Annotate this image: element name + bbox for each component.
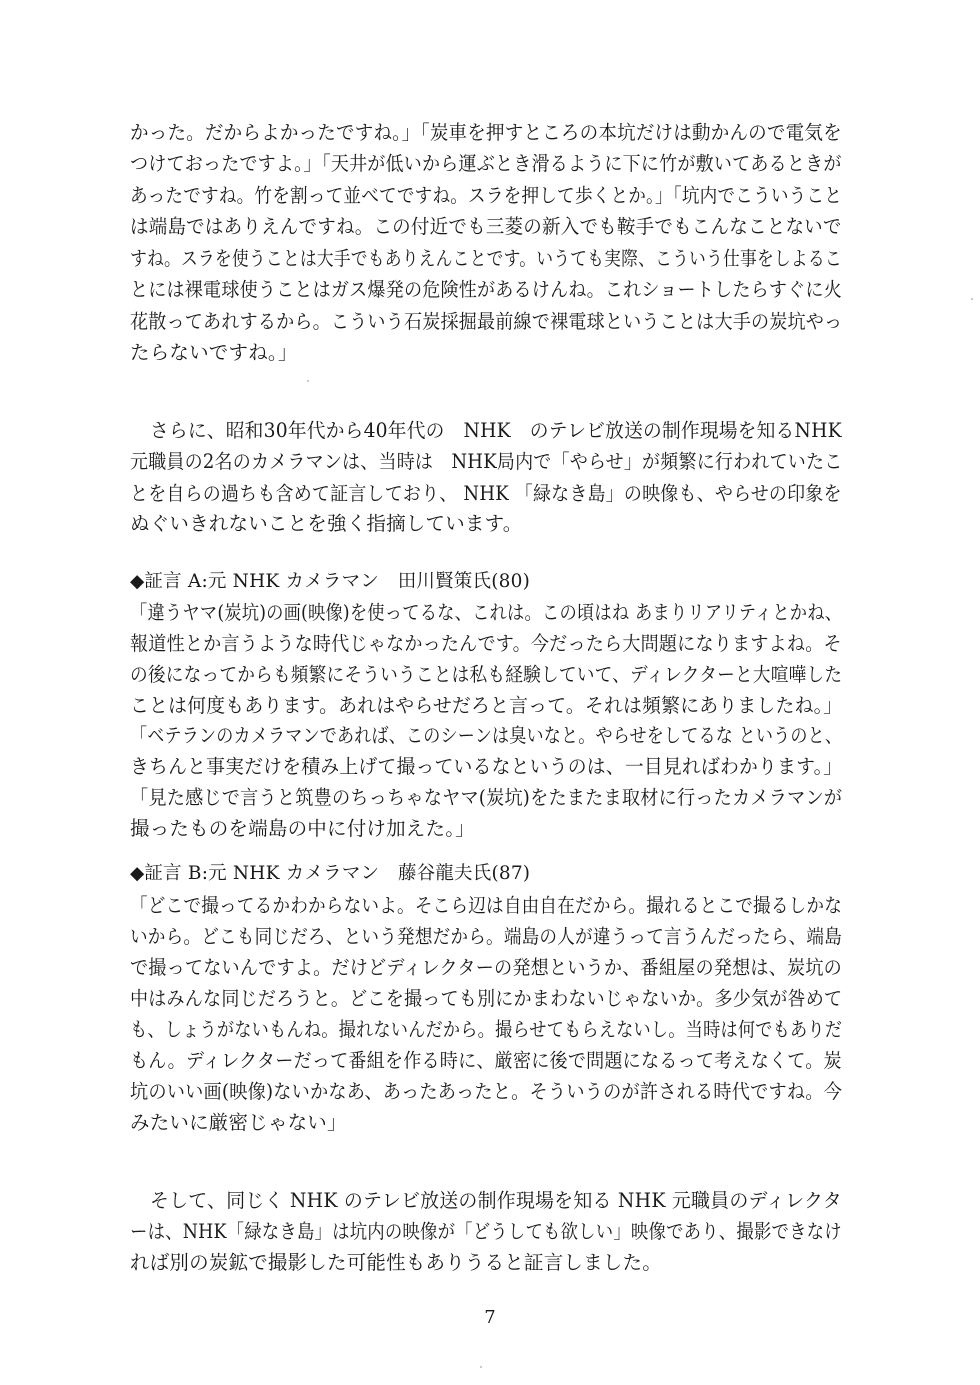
text-line: も、しょうがないもんね。撮れないんだから。撮らせてもらえないし。当時は何でもありだ [130, 1018, 843, 1041]
text-line: で撮ってないんですよ。だけどディレクターの発想というか、番組屋の発想は、炭坑の [130, 956, 842, 979]
testimony-b-heading: ◆証言 B:元 NHK カメラマン 藤谷龍夫氏(87) [130, 863, 531, 884]
text-line: 元職員の2名のカメラマンは、当時は NHK局内で「やらせ」が頻繁に行われていたこ [130, 450, 843, 473]
text-line: 中はみんな同じだろうと。どこを撮っても別にかまわないじゃないか。多少気が咎めて [130, 987, 843, 1010]
text-line: ぬぐいきれないことを強く指摘しています。 [130, 512, 523, 535]
scan-speck [971, 298, 973, 300]
text-line: すね。スラを使うことは大手でもありえんことです。いうても実際、こういう仕事をしよるこ [130, 247, 842, 270]
scan-speck [480, 1366, 482, 1368]
text-line: れば別の炭鉱で撮影した可能性もありうると証言しました。 [130, 1251, 662, 1274]
text-line: とには裸電球使うことはガス爆発の危険性があるけんね。これショートしたらすぐに火 [130, 278, 842, 301]
text-line: ーは、NHK「緑なき島」は坑内の映像が「どうしても欲しい」映像であり、撮影できなけ [130, 1220, 842, 1243]
text-line: たらないですね。」 [130, 341, 298, 364]
text-line: いから。どこも同じだろ、という発想だから。端島の人が違うって言うんだったら、端島 [130, 925, 843, 948]
text-line: あったですね。竹を割って並べてですね。スラを押して歩くとか。」「坑内でこういうこと [130, 184, 843, 207]
text-line: の後になってからも頻繁にそういうことは私も経験していて、ディレクターと大喧嘩した [130, 663, 843, 686]
text-line: 「見た感じで言うと筑豊のちっちゃなヤマ(炭坑)をたまたま取材に行ったカメラマンが [130, 786, 843, 809]
text-line: 「どこで撮ってるかわからないよ。そこら辺は自由自在だから。撮れるとこで撮るしかな [130, 894, 843, 917]
text-line: さらに、昭和30年代から40年代の NHK のテレビ放送の制作現場を知るNHK [150, 419, 842, 442]
text-line: 「ベテランのカメラマンであれば、このシーンは臭いなと。やらせをしてるな というのと、 [130, 724, 843, 747]
text-line: もん。ディレクターだって番組を作る時に、厳密に後で問題になるって考えなくて。炭 [130, 1049, 842, 1072]
text-line: そして、同じく NHK のテレビ放送の制作現場を知る NHK 元職員のディレクタ [150, 1189, 842, 1212]
text-line: ことは何度もあります。あれはやらせだろと言って。それは頻繁にありましたね。」 [130, 694, 843, 717]
text-line: つけておったですよ。」「天井が低いから運ぶとき滑るように下に竹が敷いてあるときが [130, 152, 842, 175]
text-line: 報道性とか言うような時代じゃなかったんです。今だったら大問題になりますよね。そ [130, 632, 842, 655]
text-line: とを自らの過ちも含めて証言しており、 NHK 「緑なき島」の映像も、やらせの印象を [130, 482, 842, 505]
scan-speck [307, 380, 309, 382]
page-number: 7 [484, 1307, 496, 1328]
text-line: みたいに厳密じゃない」 [130, 1111, 347, 1134]
text-line: 「違うヤマ(炭坑)の画(映像)を使ってるな、これは。この頃はね あまりリアリティとかね、 [130, 601, 843, 624]
text-line: 撮ったものを端島の中に付け加えた。」 [130, 817, 475, 840]
text-line: 花散ってあれするから。こういう石炭採掘最前線で裸電球ということは大手の炭坑やっ [130, 310, 843, 333]
text-line: 坑のいい画(映像)ないかなあ、あったあったと。そういうのが許される時代ですね。今 [130, 1080, 843, 1103]
text-line: は端島ではありえんですね。この付近でも三菱の新入でも鞍手でもこんなことないで [130, 215, 842, 238]
testimony-a-heading: ◆証言 A:元 NHK カメラマン 田川賢策氏(80) [130, 571, 530, 592]
text-line: きちんと事実だけを積み上げて撮っているなというのは、一目見ればわかります。」 [130, 755, 843, 778]
text-line: かった。だからよかったですね。」「炭車を押すところの本坑だけは動かんので電気を [130, 121, 842, 144]
